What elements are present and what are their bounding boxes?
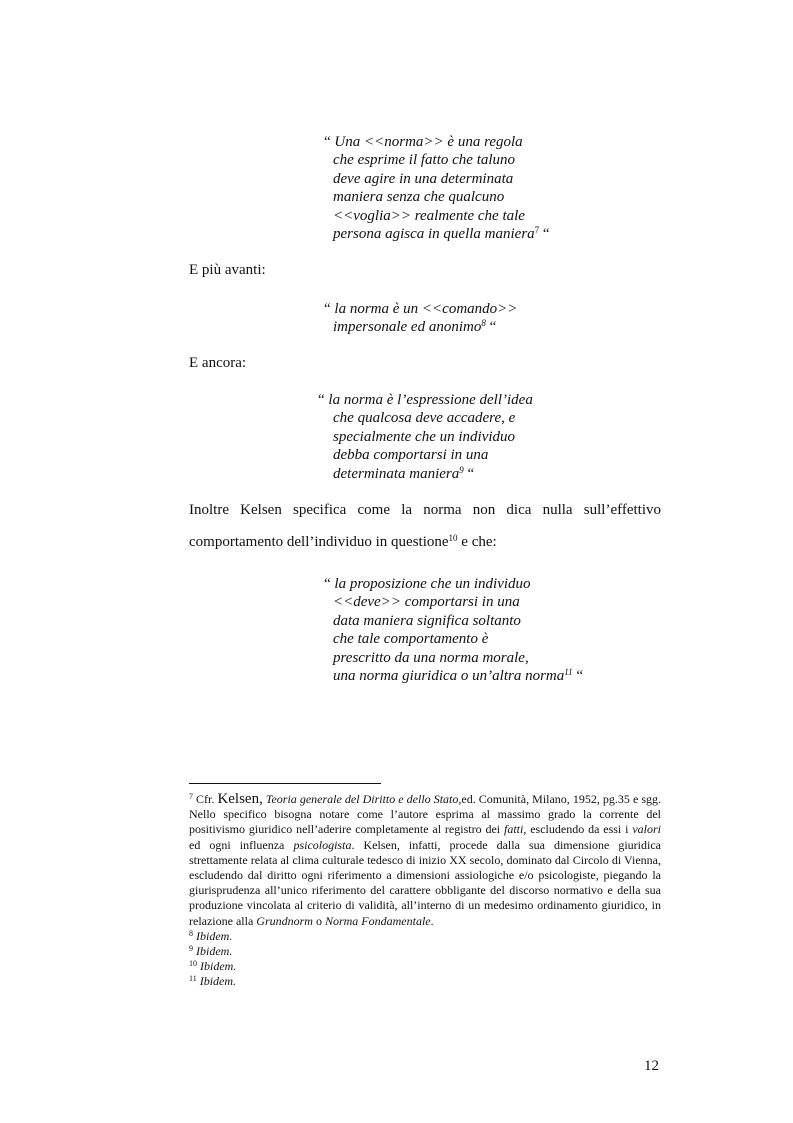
quote-line: <<voglia>> realmente che tale: [333, 207, 525, 224]
quote-line: che esprime il fatto che taluno: [333, 152, 516, 169]
block-quote-3: [318, 391, 533, 483]
footnote-ref-8[interactable]: 8: [481, 318, 486, 329]
paragraph-line-1: Inoltre Kelsen specifica come la norma non dica nulla sull’effettivo: [189, 502, 661, 518]
paragraph-line-2: comportamento dell’individuo in questione$^{10}$ e che:: [189, 533, 497, 550]
footnote-ref-11[interactable]: 11: [564, 667, 573, 678]
footnote-ref-7[interactable]: 7: [534, 225, 540, 236]
connector-piu-avanti: E più avanti:: [189, 262, 266, 278]
quote-line: persona agisca in quella maniera$^7$ “: [333, 225, 550, 243]
quote-line: “ la norma è un <<comando>>: [324, 301, 518, 317]
quote-line: impersonale ed anonimo$^8$ “: [333, 318, 497, 336]
quote-line: determinata maniera$^9$ “: [333, 464, 475, 482]
footnote-ref-10[interactable]: 10: [448, 533, 458, 543]
footnote-11: $^{11}$ Ibidem.: [189, 974, 237, 989]
quote-line: che qualcosa deve accadere, e: [333, 410, 516, 427]
block-quote-2: [324, 300, 517, 337]
quote-line: “ la norma è l’espressione dell’idea: [318, 392, 533, 408]
quote-line: prescritto da una norma morale,: [333, 649, 529, 666]
block-quote-4: [324, 575, 583, 685]
quote-line: che tale comportamento è: [333, 631, 489, 648]
quote-line: <<deve>> comportarsi in una: [333, 594, 520, 611]
quote-line: data maniera significa soltanto: [333, 612, 521, 629]
footnotes: [189, 792, 661, 990]
quote-line: deve agire in una determinata: [333, 170, 514, 187]
footnote-separator: [189, 783, 381, 784]
body-paragraph: [189, 494, 661, 558]
quote-line: una norma giuridica o un’altra norma$^{11}$ “: [333, 667, 584, 685]
block-quote-1: [324, 133, 550, 243]
footnote-9: $^9$ Ibidem.: [189, 944, 233, 959]
footnote-7: $^7$ Cfr. Kelsen, Teoria generale del Diritto e dello Stato,ed. Comunità, Milano, 1952, pg.35 e sgg. Nello specifico bisogna notare come l’autore esprima al massimo grado la corrente del positivismo giuridico nell’aderire completamente al registro dei fatti, escludendo da essi i valori ed ogni influenza psicologista. Kelsen, infatti, procede dalla sua dimensione giuridica strettamente relata al clima culturale tedesco di inizio XX secolo, dominato dal Circolo di Vienna, escludendo dal diritto ogni riferimento a dimensioni assiologiche e/o psicologiste, piegando la giurisprudenza all’unico riferimento del carattere obbligante del discorso normativo e della sua produzione vincolata al criterio di validità, all’interno di un medesimo ordinamento giuridico, in relazione alla Grundnorm o Norma Fondamentale.: [189, 791, 662, 928]
page-number: 12: [644, 1058, 659, 1074]
quote-line: specialmente che un individuo: [333, 428, 516, 445]
quote-line: “ la proposizione che un individuo: [324, 576, 531, 592]
footnote-10: $^{10}$ Ibidem.: [189, 959, 237, 974]
footnote-8: $^8$ Ibidem.: [189, 928, 233, 943]
quote-line: maniera senza che qualcuno: [333, 189, 505, 206]
quote-line: “ Una <<norma>> è una regola: [324, 134, 523, 150]
footnote-ref-9[interactable]: 9: [459, 464, 464, 475]
connector-ancora: E ancora:: [189, 355, 247, 371]
quote-line: debba comportarsi in una: [333, 447, 489, 464]
